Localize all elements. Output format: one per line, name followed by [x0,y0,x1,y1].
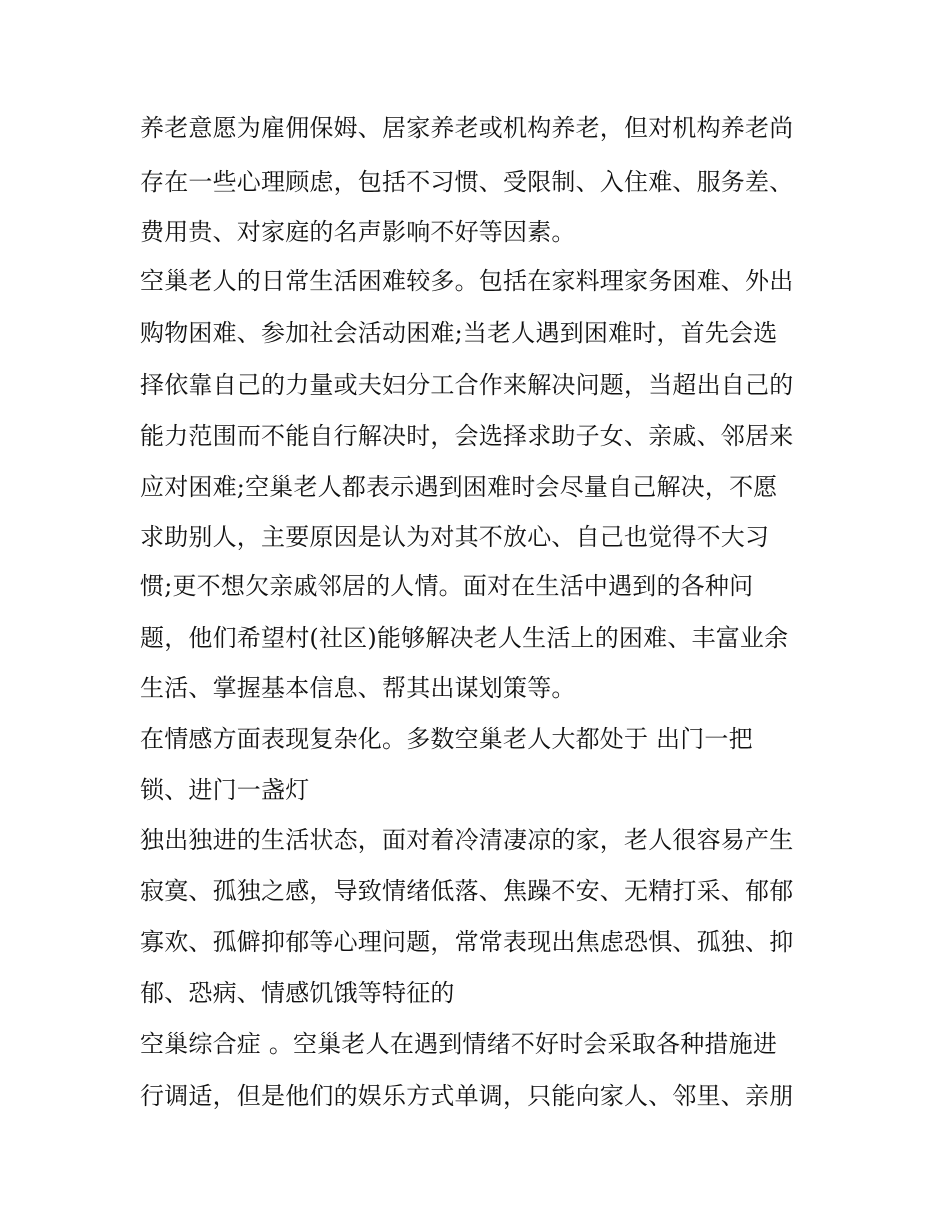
text-line: 寂寞、孤独之感，导致情绪低落、焦躁不安、无精打采、郁郁 [140,877,794,905]
text-line: 独出独进的生活状态，面对着冷清凄凉的家，老人很容易产生 [140,826,794,854]
text-line: 在情感方面表现复杂化。多数空巢老人大都处于 出门一把 [140,725,753,753]
text-line: 生活、掌握基本信息、帮其出谋划策等。 [140,674,576,702]
text-line: 空巢综合症 。空巢老人在遇到情绪不好时会采取各种措施进 [140,1030,778,1058]
text-line: 锁、进门一盏灯 [140,776,310,804]
text-line: 空巢老人的日常生活困难较多。包括在家料理家务困难、外出 [140,267,794,295]
text-line: 题，他们希望村(社区)能够解决老人生活上的困难、丰富业余 [140,624,789,652]
text-line: 应对困难;空巢老人都表示遇到困难时会尽量自己解决，不愿 [140,473,778,501]
text-line: 择依靠自己的力量或夫妇分工合作来解决问题，当超出自己的 [140,371,794,399]
text-line: 养老意愿为雇佣保姆、居家养老或机构养老，但对机构养老尚 [140,114,794,142]
text-line: 求助别人，主要原因是认为对其不放心、自己也觉得不大习 [140,523,770,551]
text-line: 购物困难、参加社会活动困难;当老人遇到困难时，首先会选 [140,319,778,347]
text-line: 能力范围而不能自行解决时，会选择求助子女、亲戚、邻居来 [140,422,794,450]
text-line: 郁、恐病、情感饥饿等特征的 [140,979,455,1007]
text-line: 惯;更不想欠亲戚邻居的人情。面对在生活中遇到的各种问 [140,572,754,600]
text-line: 存在一些心理顾虑，包括不习惯、受限制、入住难、服务差、 [140,168,794,196]
text-line: 行调适，但是他们的娱乐方式单调，只能向家人、邻里、亲朋 [140,1082,794,1110]
text-line: 费用贵、对家庭的名声影响不好等因素。 [140,218,576,246]
text-line: 寡欢、孤僻抑郁等心理问题，常常表现出焦虑恐惧、孤独、抑 [140,928,794,956]
